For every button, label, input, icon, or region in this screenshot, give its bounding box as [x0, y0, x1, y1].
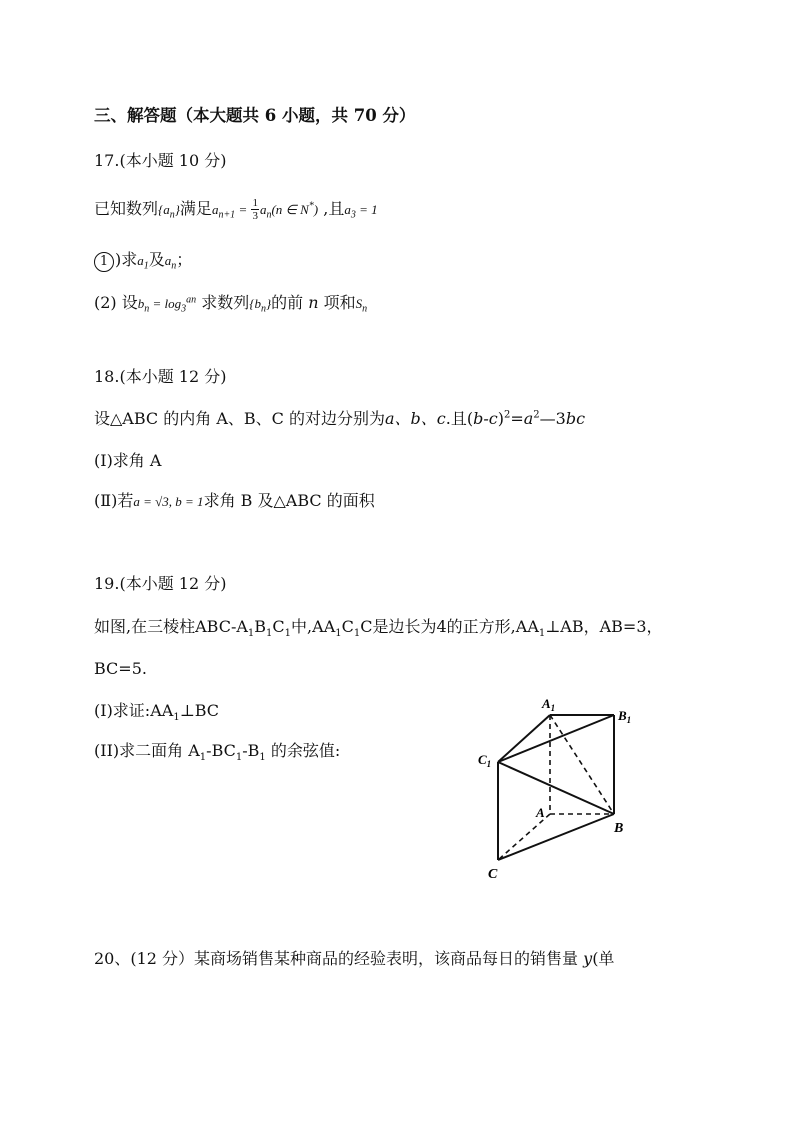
- q17-stem: [94, 197, 378, 222]
- label-c: C: [488, 867, 498, 882]
- q18-stem: 设△ABC 的内角 A、B、C 的对边分别为a、b、c.且$(b-c)^2=a^2—3bc$: [94, 409, 586, 428]
- label-c1: $C_1$: [478, 752, 492, 769]
- q17-recurrence-rhs: $a_n(n$ ∈ N*): [259, 200, 319, 221]
- q17-satisfy: 满足: [179, 199, 212, 218]
- q19-stem: 如图,在三棱柱ABC-$A_1B_1C_1$中$,AA_1C_1C$是边长为4的正方形$,AA_1\perp AB$，AB=3，: [94, 617, 663, 640]
- q19-stem-line2: BC=5.: [94, 659, 147, 678]
- label-a1: $A_1$: [542, 696, 556, 713]
- q18-part1: (I)求角 A: [94, 451, 162, 470]
- q17-part1-mark: 1: [94, 252, 114, 272]
- q17-fraction: $\frac{1}{3}$: [252, 197, 258, 222]
- q20-text: 20、(12 分）某商场销售某种商品的经验表明，该商品每日的销售量 y(单: [94, 949, 615, 968]
- q19-heading: 19.(本小题 12 分): [94, 574, 227, 593]
- edge-a-c: [498, 814, 550, 860]
- section-title: 三、解答题（本大题共 6 小题，共 70 分）: [94, 106, 416, 125]
- q17-stem-prefix: 已知数列: [94, 199, 159, 218]
- q19-part2: (II)求二面角 $A_1-BC_1-B_1$ 的余弦值:: [94, 741, 341, 764]
- q17-and: ,且: [318, 199, 345, 218]
- label-b: B: [614, 821, 624, 836]
- prism-figure: [470, 690, 640, 890]
- q18-heading: 18.(本小题 12 分): [94, 367, 227, 386]
- edge-c1-b: [498, 762, 614, 814]
- q17-heading: 17.(本小题 10 分): [94, 151, 227, 170]
- q17-part2: (2) 设$b_n = \log_3^{an}$ 求数列$\{b_n\}$的前 n 项和$S_n$: [94, 293, 368, 315]
- q17-condition: $a_3 = 1$: [344, 202, 378, 221]
- q19-part1: (I)求证$:AA_1\perp BC$: [94, 701, 220, 724]
- label-a: A: [536, 805, 545, 820]
- q18-part2: (Ⅱ)若a = √3, b = 1求角 B 及△ABC 的面积: [94, 491, 375, 510]
- edge-c1-a1: [498, 715, 550, 762]
- edge-c-b: [498, 814, 614, 860]
- edge-c1-b1: [498, 715, 614, 762]
- label-b1: $B_1$: [618, 708, 632, 725]
- q17-recurrence: $a_{n+1}$ =: [211, 202, 251, 221]
- q17-seq-a: $\{a_n\}$: [158, 202, 180, 221]
- q17-part1: 1 )求$a_1$及$a_n$；: [94, 249, 192, 272]
